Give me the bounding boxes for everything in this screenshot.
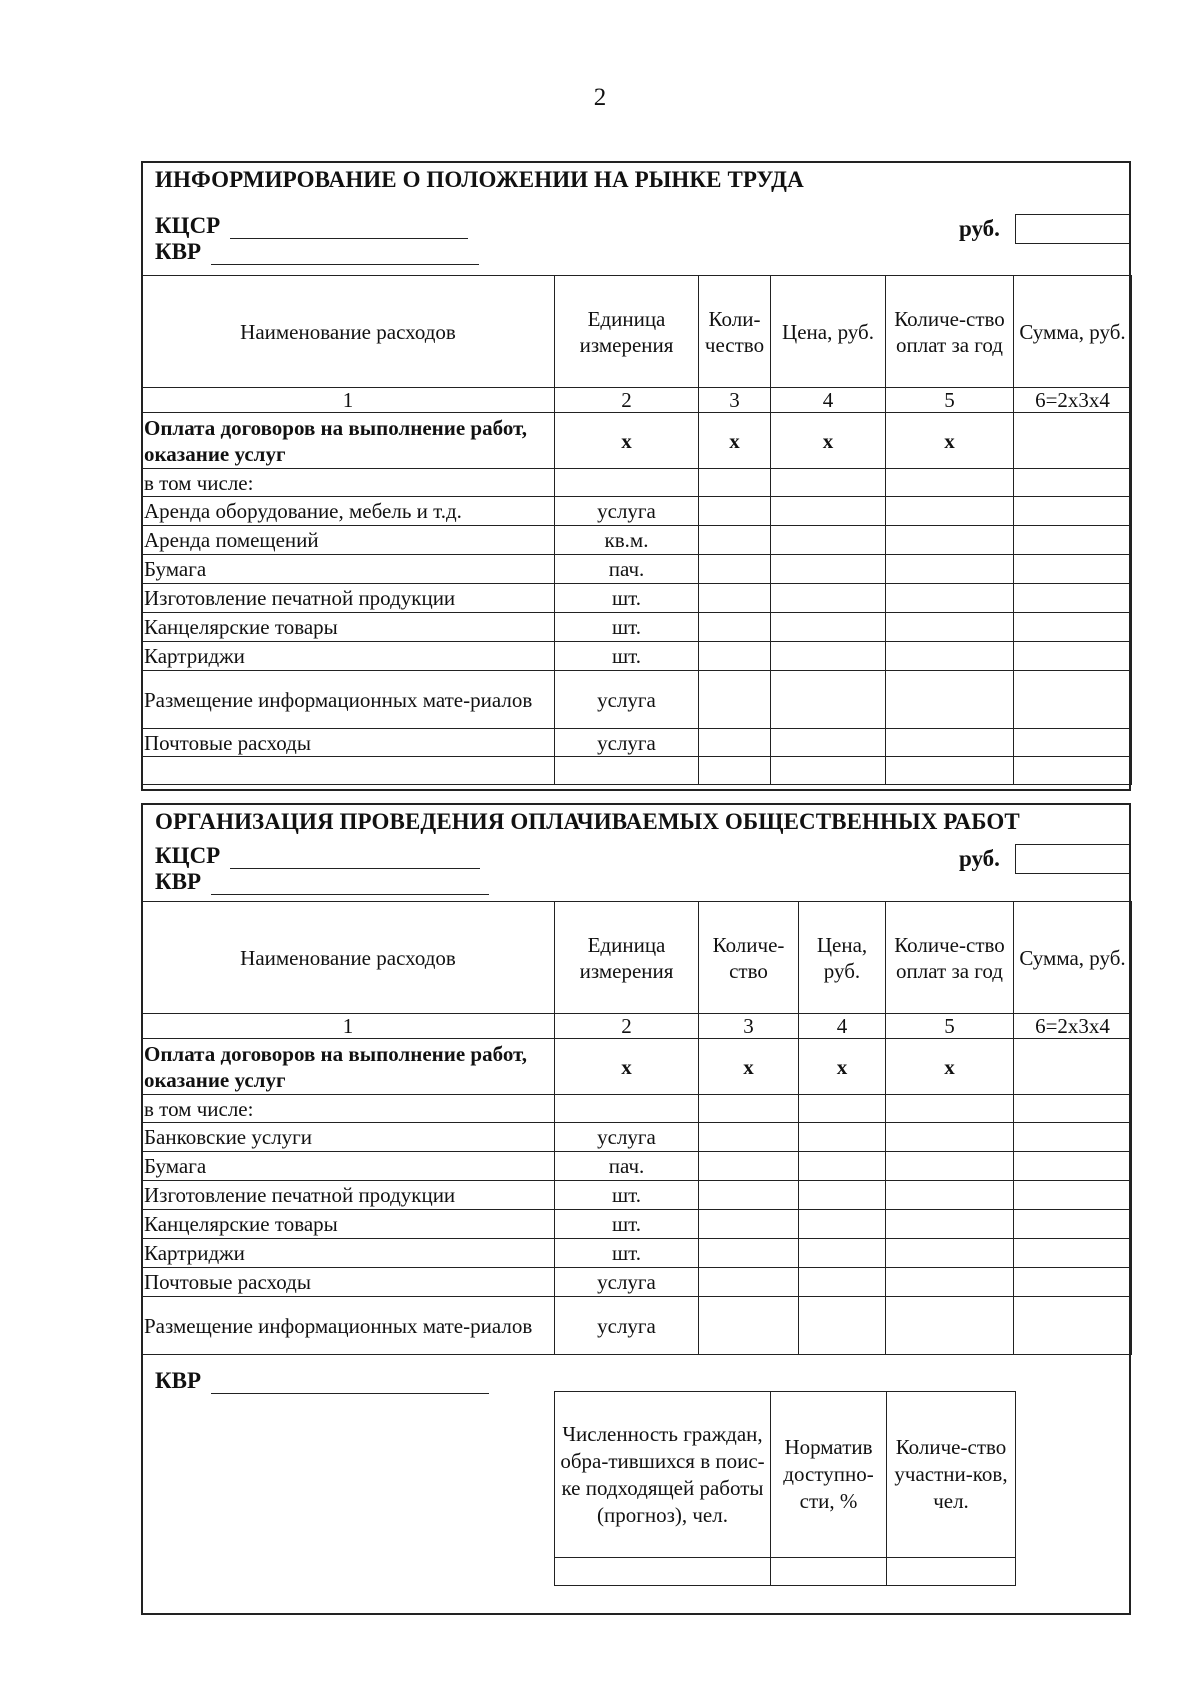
row-price-cell[interactable]	[771, 613, 886, 642]
row-name: Картриджи	[142, 1239, 555, 1268]
header-availability-norm: Норматив доступно-сти, %	[771, 1392, 887, 1558]
main-row-price: х	[799, 1039, 886, 1095]
including-row	[142, 1095, 1132, 1123]
row-unit: шт.	[555, 1181, 699, 1210]
availability-norm-cell[interactable]	[771, 1558, 887, 1586]
row-sum-cell[interactable]	[1014, 1123, 1132, 1152]
table-row	[142, 729, 1132, 757]
row-count-cell[interactable]	[886, 1181, 1014, 1210]
col-num: 2	[555, 388, 699, 413]
row-qty-cell[interactable]	[699, 1297, 799, 1355]
empty-cell[interactable]	[886, 757, 1014, 785]
row-qty-cell[interactable]	[699, 642, 771, 671]
row-sum-cell[interactable]	[1014, 671, 1132, 729]
citizens-count-cell[interactable]	[555, 1558, 771, 1586]
empty-cell[interactable]	[699, 469, 771, 497]
main-row-name: Оплата договоров на выполнение работ, оказание услуг	[142, 1039, 555, 1095]
row-count-cell[interactable]	[886, 729, 1014, 757]
main-row-count: х	[886, 413, 1014, 469]
table-row	[142, 613, 1132, 642]
kcsr-line	[155, 213, 468, 239]
row-unit: кв.м.	[555, 526, 699, 555]
header-citizens-count: Численность граждан, обра-тившихся в поис-ке подходящей работы (прогноз), чел.	[555, 1392, 771, 1558]
main-row	[142, 1039, 1132, 1095]
col-num: 5	[886, 1014, 1014, 1039]
main-row	[142, 413, 1132, 469]
empty-cell[interactable]	[555, 757, 699, 785]
row-name: Почтовые расходы	[142, 1268, 555, 1297]
main-row-unit: х	[555, 1039, 699, 1095]
row-unit: пач.	[555, 1152, 699, 1181]
table-row-empty	[142, 757, 1132, 785]
row-price-cell[interactable]	[771, 526, 886, 555]
row-name: Бумага	[142, 1152, 555, 1181]
row-unit: услуга	[555, 671, 699, 729]
row-sum-cell[interactable]	[1014, 526, 1132, 555]
row-price-cell[interactable]	[799, 1268, 886, 1297]
table-row	[142, 584, 1132, 613]
row-unit: услуга	[555, 1297, 699, 1355]
empty-cell[interactable]	[699, 757, 771, 785]
including-label: в том числе:	[142, 469, 555, 497]
row-name: Канцелярские товары	[142, 613, 555, 642]
col-num: 5	[886, 388, 1014, 413]
main-row-qty: х	[699, 413, 771, 469]
row-price-cell[interactable]	[771, 729, 886, 757]
empty-cell[interactable]	[799, 1095, 886, 1123]
row-sum-cell[interactable]	[1014, 1210, 1132, 1239]
column-number-row	[142, 1014, 1132, 1039]
row-sum-cell[interactable]	[1014, 497, 1132, 526]
row-count-cell[interactable]	[886, 584, 1014, 613]
header-sum: Сумма, руб.	[1014, 902, 1132, 1014]
empty-cell[interactable]	[886, 469, 1014, 497]
kvr-label: КВР	[155, 869, 202, 894]
section-labor-market-info	[141, 161, 1131, 791]
row-price-cell[interactable]	[771, 642, 886, 671]
empty-cell[interactable]	[886, 1095, 1014, 1123]
table-row	[142, 555, 1132, 584]
row-price-cell[interactable]	[799, 1152, 886, 1181]
row-name: Бумага	[142, 555, 555, 584]
kvr-line	[155, 869, 489, 895]
row-count-cell[interactable]	[886, 497, 1014, 526]
row-price-cell[interactable]	[799, 1181, 886, 1210]
row-unit: услуга	[555, 1123, 699, 1152]
header-name: Наименование расходов	[142, 276, 555, 388]
row-count-cell[interactable]	[886, 642, 1014, 671]
row-qty-cell[interactable]	[699, 1210, 799, 1239]
main-row-price: х	[771, 413, 886, 469]
row-sum-cell[interactable]	[1014, 613, 1132, 642]
row-name: Почтовые расходы	[142, 729, 555, 757]
row-qty-cell[interactable]	[699, 1268, 799, 1297]
section-title: ИНФОРМИРОВАНИЕ О ПОЛОЖЕНИИ НА РЫНКЕ ТРУДА	[155, 167, 804, 192]
empty-cell[interactable]	[1014, 1095, 1132, 1123]
table-row	[142, 642, 1132, 671]
row-sum-cell[interactable]	[1014, 1297, 1132, 1355]
section-title: ОРГАНИЗАЦИЯ ПРОВЕДЕНИЯ ОПЛАЧИВАЕМЫХ ОБЩЕСТВЕННЫХ РАБОТ	[155, 809, 1020, 834]
empty-cell[interactable]	[1014, 757, 1132, 785]
row-sum-cell[interactable]	[1014, 642, 1132, 671]
header-qty: Количе-ство	[699, 902, 799, 1014]
row-name: Картриджи	[142, 642, 555, 671]
kvr-line	[155, 239, 479, 265]
row-count-cell[interactable]	[886, 1268, 1014, 1297]
row-sum-cell[interactable]	[1014, 1268, 1132, 1297]
row-count-cell[interactable]	[886, 1297, 1014, 1355]
row-qty-cell[interactable]	[699, 1181, 799, 1210]
row-sum-cell[interactable]	[1014, 1152, 1132, 1181]
row-qty-cell[interactable]	[699, 497, 771, 526]
rub-amount-field[interactable]	[1015, 844, 1131, 874]
kcsr-line	[155, 843, 480, 869]
row-unit: шт.	[555, 642, 699, 671]
section-public-works	[141, 803, 1131, 1615]
row-qty-cell[interactable]	[699, 1152, 799, 1181]
empty-cell[interactable]	[555, 469, 699, 497]
expenses-table	[141, 275, 1132, 785]
row-price-cell[interactable]	[799, 1123, 886, 1152]
rub-amount-field[interactable]	[1015, 214, 1131, 244]
row-unit: услуга	[555, 1268, 699, 1297]
table-row	[142, 1123, 1132, 1152]
row-price-cell[interactable]	[771, 497, 886, 526]
including-row	[142, 469, 1132, 497]
row-price-cell[interactable]	[799, 1239, 886, 1268]
header-price: Цена, руб.	[771, 276, 886, 388]
page-number: 2	[593, 84, 607, 111]
header-count: Количе-ство оплат за год	[886, 902, 1014, 1014]
kvr2-label: КВР	[155, 1368, 202, 1393]
row-count-cell[interactable]	[886, 1123, 1014, 1152]
row-name: Изготовление печатной продукции	[142, 584, 555, 613]
row-price-cell[interactable]	[771, 584, 886, 613]
empty-cell[interactable]	[771, 757, 886, 785]
row-unit: пач.	[555, 555, 699, 584]
col-num: 6=2х3х4	[1014, 388, 1132, 413]
row-qty-cell[interactable]	[699, 613, 771, 642]
col-num: 2	[555, 1014, 699, 1039]
empty-cell[interactable]	[1014, 469, 1132, 497]
row-count-cell[interactable]	[886, 1210, 1014, 1239]
col-num: 6=2х3х4	[1014, 1014, 1132, 1039]
table-row	[142, 671, 1132, 729]
row-unit: шт.	[555, 584, 699, 613]
row-sum-cell[interactable]	[1014, 555, 1132, 584]
row-price-cell[interactable]	[799, 1210, 886, 1239]
rub-label: руб.	[959, 216, 1000, 241]
participants-value-row	[555, 1558, 1016, 1586]
row-name: Размещение информационных мате-риалов	[142, 1297, 555, 1355]
row-price-cell[interactable]	[799, 1297, 886, 1355]
kcsr-field[interactable]	[230, 848, 480, 869]
col-num: 1	[142, 1014, 555, 1039]
col-num: 3	[699, 388, 771, 413]
row-count-cell[interactable]	[886, 526, 1014, 555]
col-num: 3	[699, 1014, 799, 1039]
kvr-field[interactable]	[211, 874, 489, 895]
main-row-qty: х	[699, 1039, 799, 1095]
row-count-cell[interactable]	[886, 555, 1014, 584]
row-qty-cell[interactable]	[699, 1239, 799, 1268]
participants-count-cell[interactable]	[887, 1558, 1016, 1586]
row-qty-cell[interactable]	[699, 555, 771, 584]
row-price-cell[interactable]	[771, 671, 886, 729]
kvr2-line	[155, 1368, 489, 1394]
row-qty-cell[interactable]	[699, 729, 771, 757]
including-label: в том числе:	[142, 1095, 555, 1123]
row-count-cell[interactable]	[886, 1239, 1014, 1268]
kcsr-field[interactable]	[230, 218, 468, 239]
header-sum: Сумма, руб.	[1014, 276, 1132, 388]
empty-cell[interactable]	[142, 757, 555, 785]
empty-cell[interactable]	[555, 1095, 699, 1123]
table-row	[142, 526, 1132, 555]
kvr-label: КВР	[155, 239, 202, 264]
row-count-cell[interactable]	[886, 671, 1014, 729]
row-price-cell[interactable]	[771, 555, 886, 584]
row-name: Аренда оборудование, мебель и т.д.	[142, 497, 555, 526]
participants-header-row	[555, 1392, 1016, 1558]
participants-table	[554, 1391, 1016, 1586]
table-row	[142, 497, 1132, 526]
row-count-cell[interactable]	[886, 613, 1014, 642]
rub-label: руб.	[959, 846, 1000, 871]
col-num: 4	[799, 1014, 886, 1039]
row-name: Размещение информационных мате-риалов	[142, 671, 555, 729]
row-name: Банковские услуги	[142, 1123, 555, 1152]
row-name: Аренда помещений	[142, 526, 555, 555]
kcsr-label: КЦСР	[155, 213, 221, 238]
main-row-unit: х	[555, 413, 699, 469]
row-sum-cell[interactable]	[1014, 1239, 1132, 1268]
row-count-cell[interactable]	[886, 1152, 1014, 1181]
header-qty: Коли-чество	[699, 276, 771, 388]
row-sum-cell[interactable]	[1014, 1181, 1132, 1210]
kvr2-field[interactable]	[211, 1373, 489, 1394]
table-row	[142, 1152, 1132, 1181]
row-unit: услуга	[555, 729, 699, 757]
header-row	[142, 276, 1132, 388]
table-row	[142, 1210, 1132, 1239]
kvr-field[interactable]	[211, 244, 479, 265]
header-unit: Единица измерения	[555, 276, 699, 388]
row-qty-cell[interactable]	[699, 584, 771, 613]
row-qty-cell[interactable]	[699, 671, 771, 729]
header-row	[142, 902, 1132, 1014]
row-unit: шт.	[555, 1210, 699, 1239]
main-row-sum-cell[interactable]	[1014, 413, 1132, 469]
table-row	[142, 1297, 1132, 1355]
header-unit: Единица измерения	[555, 902, 699, 1014]
row-name: Изготовление печатной продукции	[142, 1181, 555, 1210]
column-number-row	[142, 388, 1132, 413]
main-row-count: х	[886, 1039, 1014, 1095]
row-name: Канцелярские товары	[142, 1210, 555, 1239]
row-unit: шт.	[555, 613, 699, 642]
table-row	[142, 1268, 1132, 1297]
main-row-sum-cell[interactable]	[1014, 1039, 1132, 1095]
table-row	[142, 1181, 1132, 1210]
empty-cell[interactable]	[699, 1095, 799, 1123]
row-sum-cell[interactable]	[1014, 584, 1132, 613]
header-participants-count: Количе-ство участни-ков, чел.	[887, 1392, 1016, 1558]
header-price: Цена, руб.	[799, 902, 886, 1014]
header-count: Количе-ство оплат за год	[886, 276, 1014, 388]
row-sum-cell[interactable]	[1014, 729, 1132, 757]
row-qty-cell[interactable]	[699, 526, 771, 555]
empty-cell[interactable]	[771, 469, 886, 497]
row-unit: услуга	[555, 497, 699, 526]
col-num: 1	[142, 388, 555, 413]
row-unit: шт.	[555, 1239, 699, 1268]
row-qty-cell[interactable]	[699, 1123, 799, 1152]
col-num: 4	[771, 388, 886, 413]
header-name: Наименование расходов	[142, 902, 555, 1014]
main-row-name: Оплата договоров на выполнение работ, оказание услуг	[142, 413, 555, 469]
kcsr-label: КЦСР	[155, 843, 221, 868]
table-row	[142, 1239, 1132, 1268]
expenses-table	[141, 901, 1132, 1355]
